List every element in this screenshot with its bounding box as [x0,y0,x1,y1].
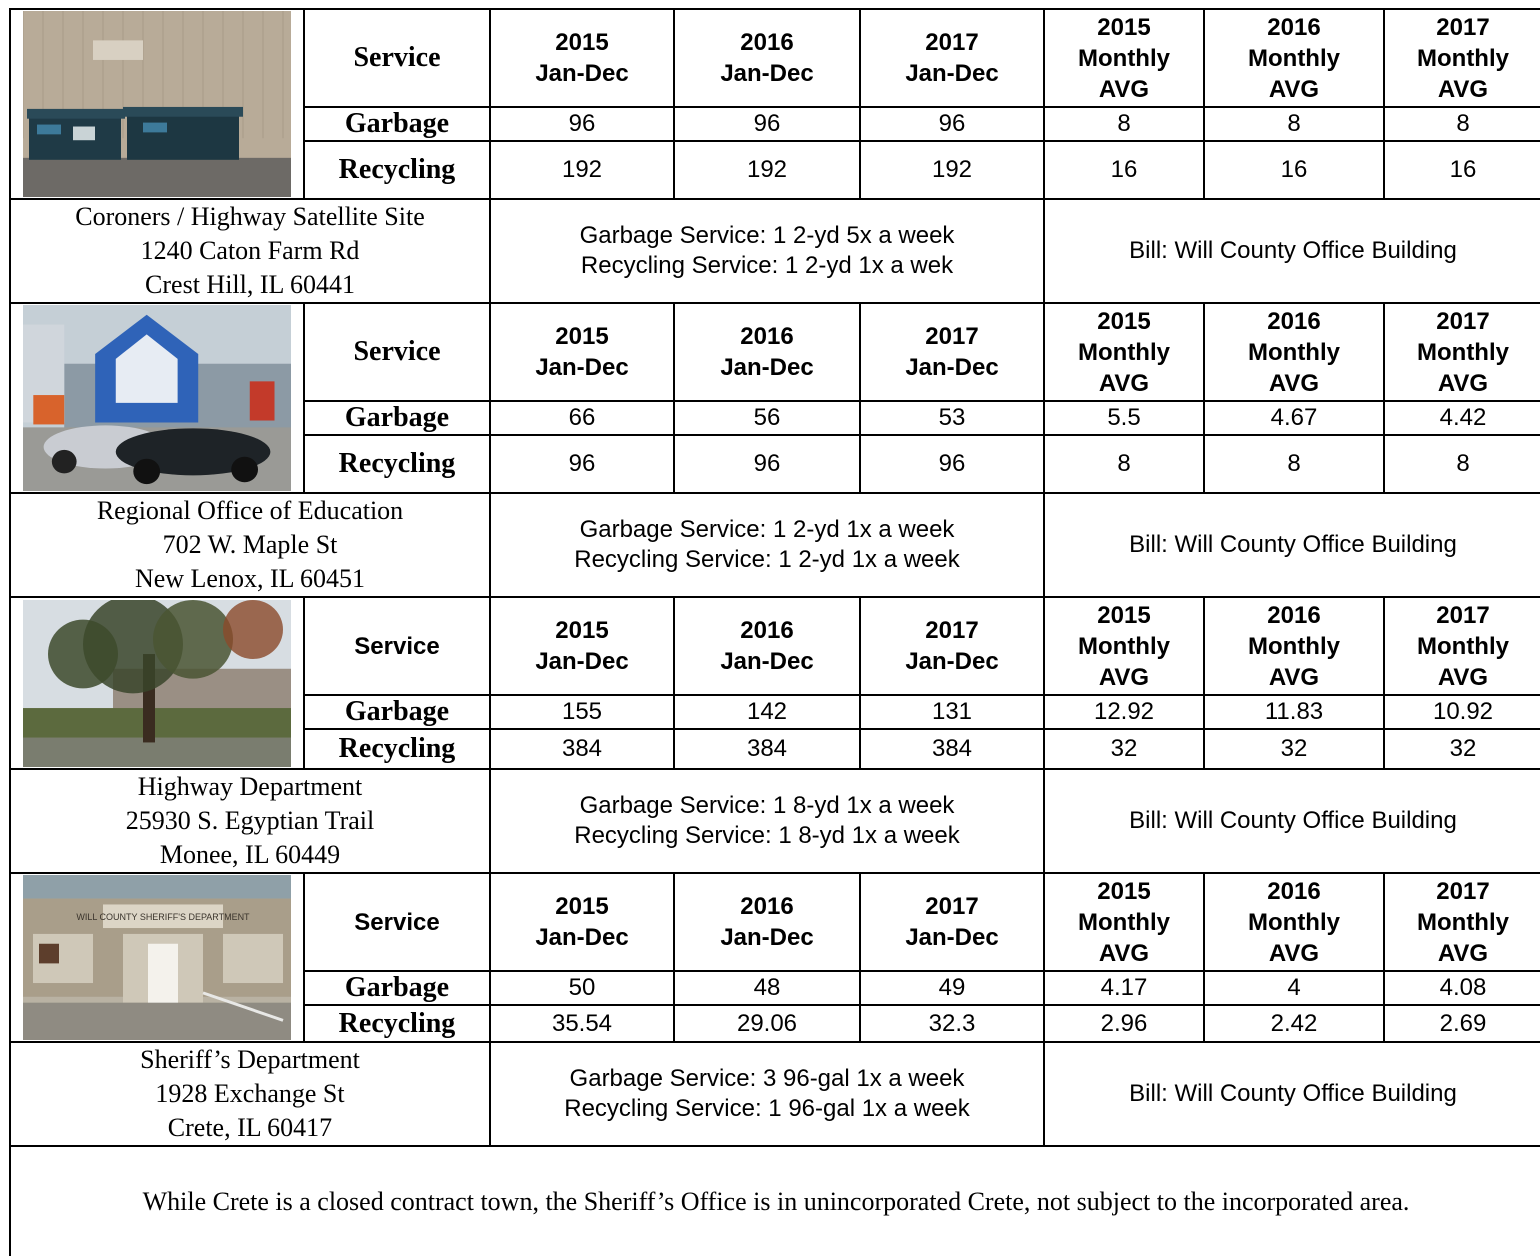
value-cell [674,695,860,729]
value-text: 2.96 [1100,1009,1148,1037]
value-cell [1204,401,1384,435]
value-text: 16 [1449,156,1477,183]
year-header-m2017 [1384,303,1540,401]
service-schedule-line: Garbage Service: 3 96-gal 1x a week [569,1065,965,1092]
year-header-label: 2015 Jan-Dec [535,893,629,951]
billing-info [1044,493,1540,597]
value-cell [490,695,674,729]
value-cell [1204,971,1384,1005]
footnote-row [10,1146,1540,1256]
value-text: 96 [753,450,781,477]
value-text: 48 [753,974,781,1001]
service-type-cell [304,971,490,1005]
sheriff-building-photo [11,875,303,1040]
site-header-row [10,873,1540,971]
value-text: 96 [938,110,966,137]
value-cell [1044,695,1204,729]
value-cell [1204,729,1384,769]
billing-text: Bill: Will County Office Building [1129,807,1457,834]
value-cell [1384,1005,1540,1042]
value-cell [1384,107,1540,141]
year-header-m2016 [1204,303,1384,401]
service-type-label: Garbage [344,696,450,727]
year-header-m2015 [1044,303,1204,401]
value-text: 66 [568,404,596,431]
year-header-y2015 [490,303,674,401]
value-cell [674,1005,860,1042]
service-type-cell [304,1005,490,1042]
value-cell [860,729,1044,769]
year-header-m2016 [1204,597,1384,695]
year-header-y2015 [490,597,674,695]
value-text: 96 [568,450,596,477]
value-text: 12.92 [1093,698,1155,725]
value-cell [490,729,674,769]
site-address [10,1042,490,1146]
address-line: Monee, IL 60449 [159,840,341,869]
value-text: 4.17 [1100,974,1148,1001]
value-cell [1044,971,1204,1005]
year-header-label: 2016 Jan-Dec [720,617,814,675]
service-header-label: Service [353,336,441,367]
footnote-cell [10,1146,1540,1256]
service-type-cell [304,401,490,435]
billing-text: Bill: Will County Office Building [1129,237,1457,264]
site-address [10,493,490,597]
year-header-label: 2017 Monthly AVG [1417,13,1509,103]
year-header-label: 2015 Jan-Dec [535,617,629,675]
value-cell [860,401,1044,435]
service-header [304,873,490,971]
year-header-m2017 [1384,9,1540,107]
service-table [9,8,1540,1256]
value-text: 4.42 [1439,404,1487,431]
value-cell [1044,435,1204,493]
value-text: 8 [1456,450,1470,477]
address-line: 1928 Exchange St [155,1079,345,1108]
year-header-m2016 [1204,873,1384,971]
value-cell [1044,107,1204,141]
service-type-cell [304,729,490,769]
address-line: New Lenox, IL 60451 [134,564,366,593]
site-address [10,199,490,303]
value-text: 2.42 [1270,1009,1318,1037]
value-cell [490,141,674,199]
site-photo-cell [10,303,304,493]
year-header-m2017 [1384,873,1540,971]
value-text: 32.3 [928,1009,976,1037]
service-header-label: Service [353,42,441,73]
service-type-cell [304,141,490,199]
address-line: Coroners / Highway Satellite Site [75,202,425,231]
value-cell [1044,141,1204,199]
service-schedule-line: Recycling Service: 1 2-yd 1x a week [574,546,960,573]
value-cell [1204,435,1384,493]
year-header-label: 2016 Jan-Dec [720,323,814,381]
value-text: 384 [931,735,973,762]
value-cell [1384,435,1540,493]
year-header-label: 2015 Monthly AVG [1078,13,1170,103]
site-info-row [10,1042,1540,1146]
value-text: 8 [1117,110,1131,137]
year-header-m2015 [1044,597,1204,695]
site-info-row [10,769,1540,873]
year-header-label: 2016 Monthly AVG [1248,13,1340,103]
year-header-label: 2017 Monthly AVG [1417,601,1509,691]
value-cell [674,435,860,493]
service-type-label: Recycling [338,1007,456,1039]
value-text: 192 [561,156,603,183]
service-schedule-line: Recycling Service: 1 8-yd 1x a week [574,822,960,849]
value-cell [674,401,860,435]
year-header-y2017 [860,597,1044,695]
value-cell [860,1005,1044,1042]
value-cell [490,1005,674,1042]
address-line: Sheriff’s Department [140,1045,360,1074]
year-header-y2015 [490,9,674,107]
service-schedule-line: Garbage Service: 1 8-yd 1x a week [579,792,955,819]
service-type-label: Garbage [344,108,450,139]
value-text: 384 [746,735,788,762]
address-line: 25930 S. Egyptian Trail [125,806,375,835]
year-header-m2017 [1384,597,1540,695]
service-type-label: Garbage [344,972,450,1003]
value-text: 384 [561,735,603,762]
year-header-label: 2016 Monthly AVG [1248,877,1340,967]
value-cell [1384,971,1540,1005]
value-text: 29.06 [736,1009,798,1037]
year-header-label: 2017 Monthly AVG [1417,877,1509,967]
value-cell [1384,401,1540,435]
year-header-y2017 [860,303,1044,401]
year-header-y2017 [860,873,1044,971]
value-text: 8 [1456,110,1470,137]
service-type-cell [304,695,490,729]
value-text: 8 [1287,110,1301,137]
year-header-label: 2015 Monthly AVG [1078,601,1170,691]
value-cell [490,435,674,493]
year-header-label: 2015 Jan-Dec [535,29,629,87]
value-cell [1384,695,1540,729]
value-text: 96 [753,110,781,137]
year-header-label: 2015 Monthly AVG [1078,877,1170,967]
year-header-label: 2017 Monthly AVG [1417,307,1509,397]
year-header-y2016 [674,597,860,695]
value-cell [1384,729,1540,769]
address-line: 702 W. Maple St [162,530,338,559]
year-header-label: 2017 Jan-Dec [905,617,999,675]
service-schedule-line: Recycling Service: 1 96-gal 1x a week [564,1095,970,1122]
value-text: 56 [753,404,781,431]
billing-text: Bill: Will County Office Building [1129,1080,1457,1107]
year-header-y2017 [860,9,1044,107]
value-cell [1204,695,1384,729]
billing-info [1044,769,1540,873]
address-line: Regional Office of Education [96,496,404,525]
service-schedule [490,199,1044,303]
year-header-label: 2016 Jan-Dec [720,893,814,951]
service-header-label: Service [354,908,440,936]
service-type-label: Recycling [338,154,456,185]
service-schedule-line: Recycling Service: 1 2-yd 1x a wek [580,252,954,279]
service-schedule [490,769,1044,873]
value-cell [490,971,674,1005]
value-text: 35.54 [551,1009,613,1037]
year-header-m2015 [1044,9,1204,107]
service-type-label: Garbage [344,402,450,433]
year-header-y2016 [674,873,860,971]
service-type-cell [304,435,490,493]
service-schedule [490,493,1044,597]
service-type-label: Recycling [338,733,456,764]
site-header-row [10,597,1540,695]
year-header-y2015 [490,873,674,971]
value-text: 50 [568,974,596,1001]
site-photo-cell [10,9,304,199]
service-schedule-line: Garbage Service: 1 2-yd 5x a week [579,222,955,249]
billing-info [1044,1042,1540,1146]
value-cell [860,141,1044,199]
value-text: 10.92 [1432,698,1494,725]
address-line: Crest Hill, IL 60441 [145,270,355,299]
service-type-cell [304,107,490,141]
value-cell [674,107,860,141]
service-header-label: Service [354,632,440,660]
year-header-label: 2016 Monthly AVG [1248,307,1340,397]
year-header-label: 2015 Monthly AVG [1078,307,1170,397]
value-text: 4.08 [1439,974,1487,1001]
storefront-photo [11,305,303,491]
service-header [304,9,490,107]
value-cell [1044,401,1204,435]
address-line: 1240 Caton Farm Rd [140,236,360,265]
value-text: 96 [938,450,966,477]
value-text: 4 [1287,974,1301,1001]
year-header-label: 2016 Monthly AVG [1248,601,1340,691]
year-header-y2016 [674,303,860,401]
value-text: 96 [568,110,596,137]
service-schedule-line: Garbage Service: 1 2-yd 1x a week [579,516,955,543]
address-line: Crete, IL 60417 [167,1113,333,1142]
value-text: 192 [931,156,973,183]
value-text: 4.67 [1270,404,1318,431]
dumpsters-photo [11,11,303,197]
tree-building-photo [11,600,303,767]
value-cell [860,695,1044,729]
service-header [304,597,490,695]
billing-info [1044,199,1540,303]
value-text: 192 [746,156,788,183]
value-cell [1044,1005,1204,1042]
site-info-row [10,199,1540,303]
site-info-row [10,493,1540,597]
value-text: 16 [1280,156,1308,183]
service-type-label: Recycling [338,448,456,479]
value-cell [860,107,1044,141]
year-header-label: 2017 Jan-Dec [905,893,999,951]
value-cell [674,729,860,769]
year-header-m2015 [1044,873,1204,971]
value-cell [674,971,860,1005]
value-text: 16 [1110,156,1138,183]
year-header-y2016 [674,9,860,107]
value-cell [1204,107,1384,141]
value-text: 5.5 [1107,404,1141,431]
value-text: 53 [938,404,966,431]
value-text: 142 [746,698,788,725]
service-header [304,303,490,401]
footnote-text: While Crete is a closed contract town, the Sheriff’s Office is in unincorporated Crete, not subject to the incorporated area. [142,1186,1410,1216]
value-cell [860,435,1044,493]
value-cell [674,141,860,199]
value-text: 49 [938,974,966,1001]
billing-text: Bill: Will County Office Building [1129,531,1457,558]
value-cell [1204,1005,1384,1042]
value-cell [860,971,1044,1005]
value-text: 2.69 [1439,1009,1487,1037]
address-line: Highway Department [137,772,363,801]
value-cell [1044,729,1204,769]
service-schedule [490,1042,1044,1146]
year-header-m2016 [1204,9,1384,107]
year-header-label: 2016 Jan-Dec [720,29,814,87]
value-cell [1204,141,1384,199]
value-cell [490,401,674,435]
site-header-row [10,9,1540,107]
year-header-label: 2017 Jan-Dec [905,29,999,87]
value-cell [490,107,674,141]
value-text: 32 [1449,735,1477,762]
value-text: 8 [1117,450,1131,477]
year-header-label: 2017 Jan-Dec [905,323,999,381]
value-cell [1384,141,1540,199]
value-text: 32 [1280,735,1308,762]
site-photo-cell [10,597,304,769]
site-photo-cell [10,873,304,1042]
sheriff-sign-text: WILL COUNTY SHERIFF'S DEPARTMENT [76,912,250,923]
value-text: 32 [1110,735,1138,762]
value-text: 8 [1287,450,1301,477]
site-header-row [10,303,1540,401]
site-address [10,769,490,873]
value-text: 155 [561,698,603,725]
year-header-label: 2015 Jan-Dec [535,323,629,381]
value-text: 131 [931,698,973,725]
value-text: 11.83 [1264,698,1324,725]
